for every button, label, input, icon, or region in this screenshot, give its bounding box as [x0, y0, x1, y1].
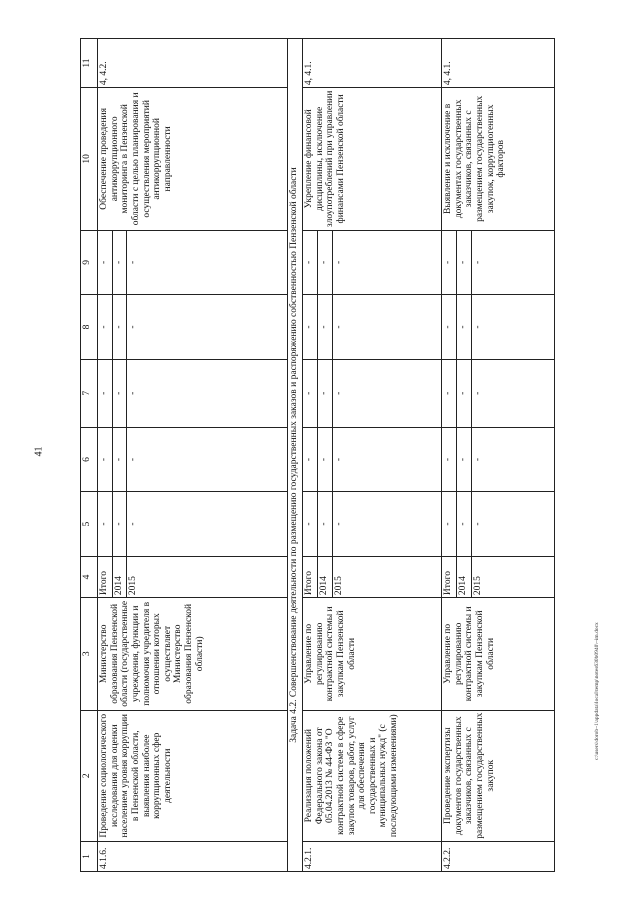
value-cell: -: [442, 359, 457, 427]
value-cell: -: [127, 359, 288, 427]
value-cell: -: [303, 230, 318, 295]
year-cell: Итого: [442, 556, 457, 597]
value-cell: -: [332, 492, 441, 557]
value-cell: -: [98, 427, 113, 492]
col-header: 9: [81, 230, 98, 295]
executor-cell: Управление по регулированию контрактной системы и закупкам Пензенской области: [303, 598, 442, 710]
value-cell: -: [471, 230, 554, 295]
year-cell: 2014: [456, 556, 471, 597]
col-header: 8: [81, 295, 98, 360]
row-number: 4.2.2.: [442, 841, 555, 871]
section-title: Задача 4.2. Совершенствование деятельности по размещению государственных заказов и распоряжению собственностью Пензенской области: [288, 39, 303, 872]
table-row: [98, 39, 113, 872]
value-cell: -: [442, 492, 457, 557]
value-cell: -: [112, 427, 127, 492]
value-cell: -: [332, 230, 441, 295]
value-cell: -: [471, 427, 554, 492]
value-cell: -: [317, 359, 332, 427]
col-header: 11: [81, 39, 98, 88]
executor-cell: Министерство образования Пензенской области (государственные учреждения, функции и полномочия учредителя в отношении которых осуществляет Министерство образования Пензенской области): [98, 598, 288, 710]
executor-cell: Управление по регулированию контрактной системы и закупкам Пензенской области: [442, 598, 555, 710]
year-cell: 2014: [112, 556, 127, 597]
table-row: [303, 39, 318, 872]
program-table: [80, 38, 555, 872]
ref-cell: 4, 4.1.: [442, 39, 555, 88]
value-cell: -: [98, 230, 113, 295]
value-cell: -: [332, 427, 441, 492]
value-cell: -: [332, 359, 441, 427]
page-number: 41: [33, 446, 45, 457]
value-cell: -: [456, 427, 471, 492]
result-cell: Укрепление финансовой дисциплины, исключение злоупотреблений при управлении финансами Пензенской области: [303, 88, 442, 231]
value-cell: -: [471, 295, 554, 360]
col-header: 6: [81, 427, 98, 492]
row-number: 4.1.6.: [98, 841, 288, 871]
result-cell: Выявление и исключение в документах государственных заказчиков, связанных с размещением государственных закупок, коррупциогенных факторов: [442, 88, 555, 231]
value-cell: -: [317, 492, 332, 557]
value-cell: -: [98, 492, 113, 557]
value-cell: -: [112, 492, 127, 557]
value-cell: -: [127, 492, 288, 557]
value-cell: -: [442, 230, 457, 295]
value-cell: -: [303, 295, 318, 360]
value-cell: -: [112, 359, 127, 427]
value-cell: -: [303, 492, 318, 557]
result-cell: Обеспечение проведения антикоррупционного мониторинга в Пензенской области с целью планирования и осуществления мероприятий антикоррупционной направленности: [98, 88, 288, 231]
rotated-page: [80, 38, 620, 872]
value-cell: -: [127, 427, 288, 492]
event-cell: Проведение экспертизы документов государственных заказчиков, связанных с размещением государственных закупок: [442, 710, 555, 841]
value-cell: -: [317, 230, 332, 295]
year-cell: 2014: [317, 556, 332, 597]
value-cell: -: [98, 359, 113, 427]
col-header: 2: [81, 710, 98, 841]
year-cell: Итого: [303, 556, 318, 597]
value-cell: -: [303, 359, 318, 427]
col-header: 5: [81, 492, 98, 557]
value-cell: -: [456, 295, 471, 360]
value-cell: -: [442, 427, 457, 492]
value-cell: -: [442, 295, 457, 360]
table-row: [442, 39, 457, 872]
value-cell: -: [471, 359, 554, 427]
value-cell: -: [456, 359, 471, 427]
footer-path: c:\users\dorob~1\appdata\local\temp\notes630b0940\~im.docx: [594, 622, 600, 760]
row-number: 4.2.1.: [303, 841, 442, 871]
year-cell: 2015: [332, 556, 441, 597]
col-header: 7: [81, 359, 98, 427]
col-header: 1: [81, 841, 98, 871]
value-cell: -: [456, 492, 471, 557]
ref-cell: 4, 4.1.: [303, 39, 442, 88]
event-cell: Проведение социологического исследования для оценки населением уровня коррупции в Пензенской области, выявления наиболее коррупционных сфер деятельности: [98, 710, 288, 841]
year-cell: 2015: [127, 556, 288, 597]
value-cell: -: [112, 230, 127, 295]
value-cell: -: [127, 295, 288, 360]
value-cell: -: [317, 295, 332, 360]
col-header: 4: [81, 556, 98, 597]
year-cell: Итого: [98, 556, 113, 597]
value-cell: -: [127, 230, 288, 295]
value-cell: -: [112, 295, 127, 360]
value-cell: -: [317, 427, 332, 492]
col-header: 10: [81, 88, 98, 231]
ref-cell: 4, 4.2.: [98, 39, 288, 88]
event-cell: Реализация положений Федерального закона от 05.04.2013 № 44-ФЗ "О контрактной системе в сфере закупок товаров, работ, услуг для обеспечения государственных и муниципальных нужд" (с последующими изменениями): [303, 710, 442, 841]
value-cell: -: [471, 492, 554, 557]
section-row: [288, 39, 303, 872]
value-cell: -: [332, 295, 441, 360]
value-cell: -: [456, 230, 471, 295]
year-cell: 2015: [471, 556, 554, 597]
value-cell: -: [303, 427, 318, 492]
col-header: 3: [81, 598, 98, 710]
value-cell: -: [98, 295, 113, 360]
header-row: [81, 39, 98, 872]
